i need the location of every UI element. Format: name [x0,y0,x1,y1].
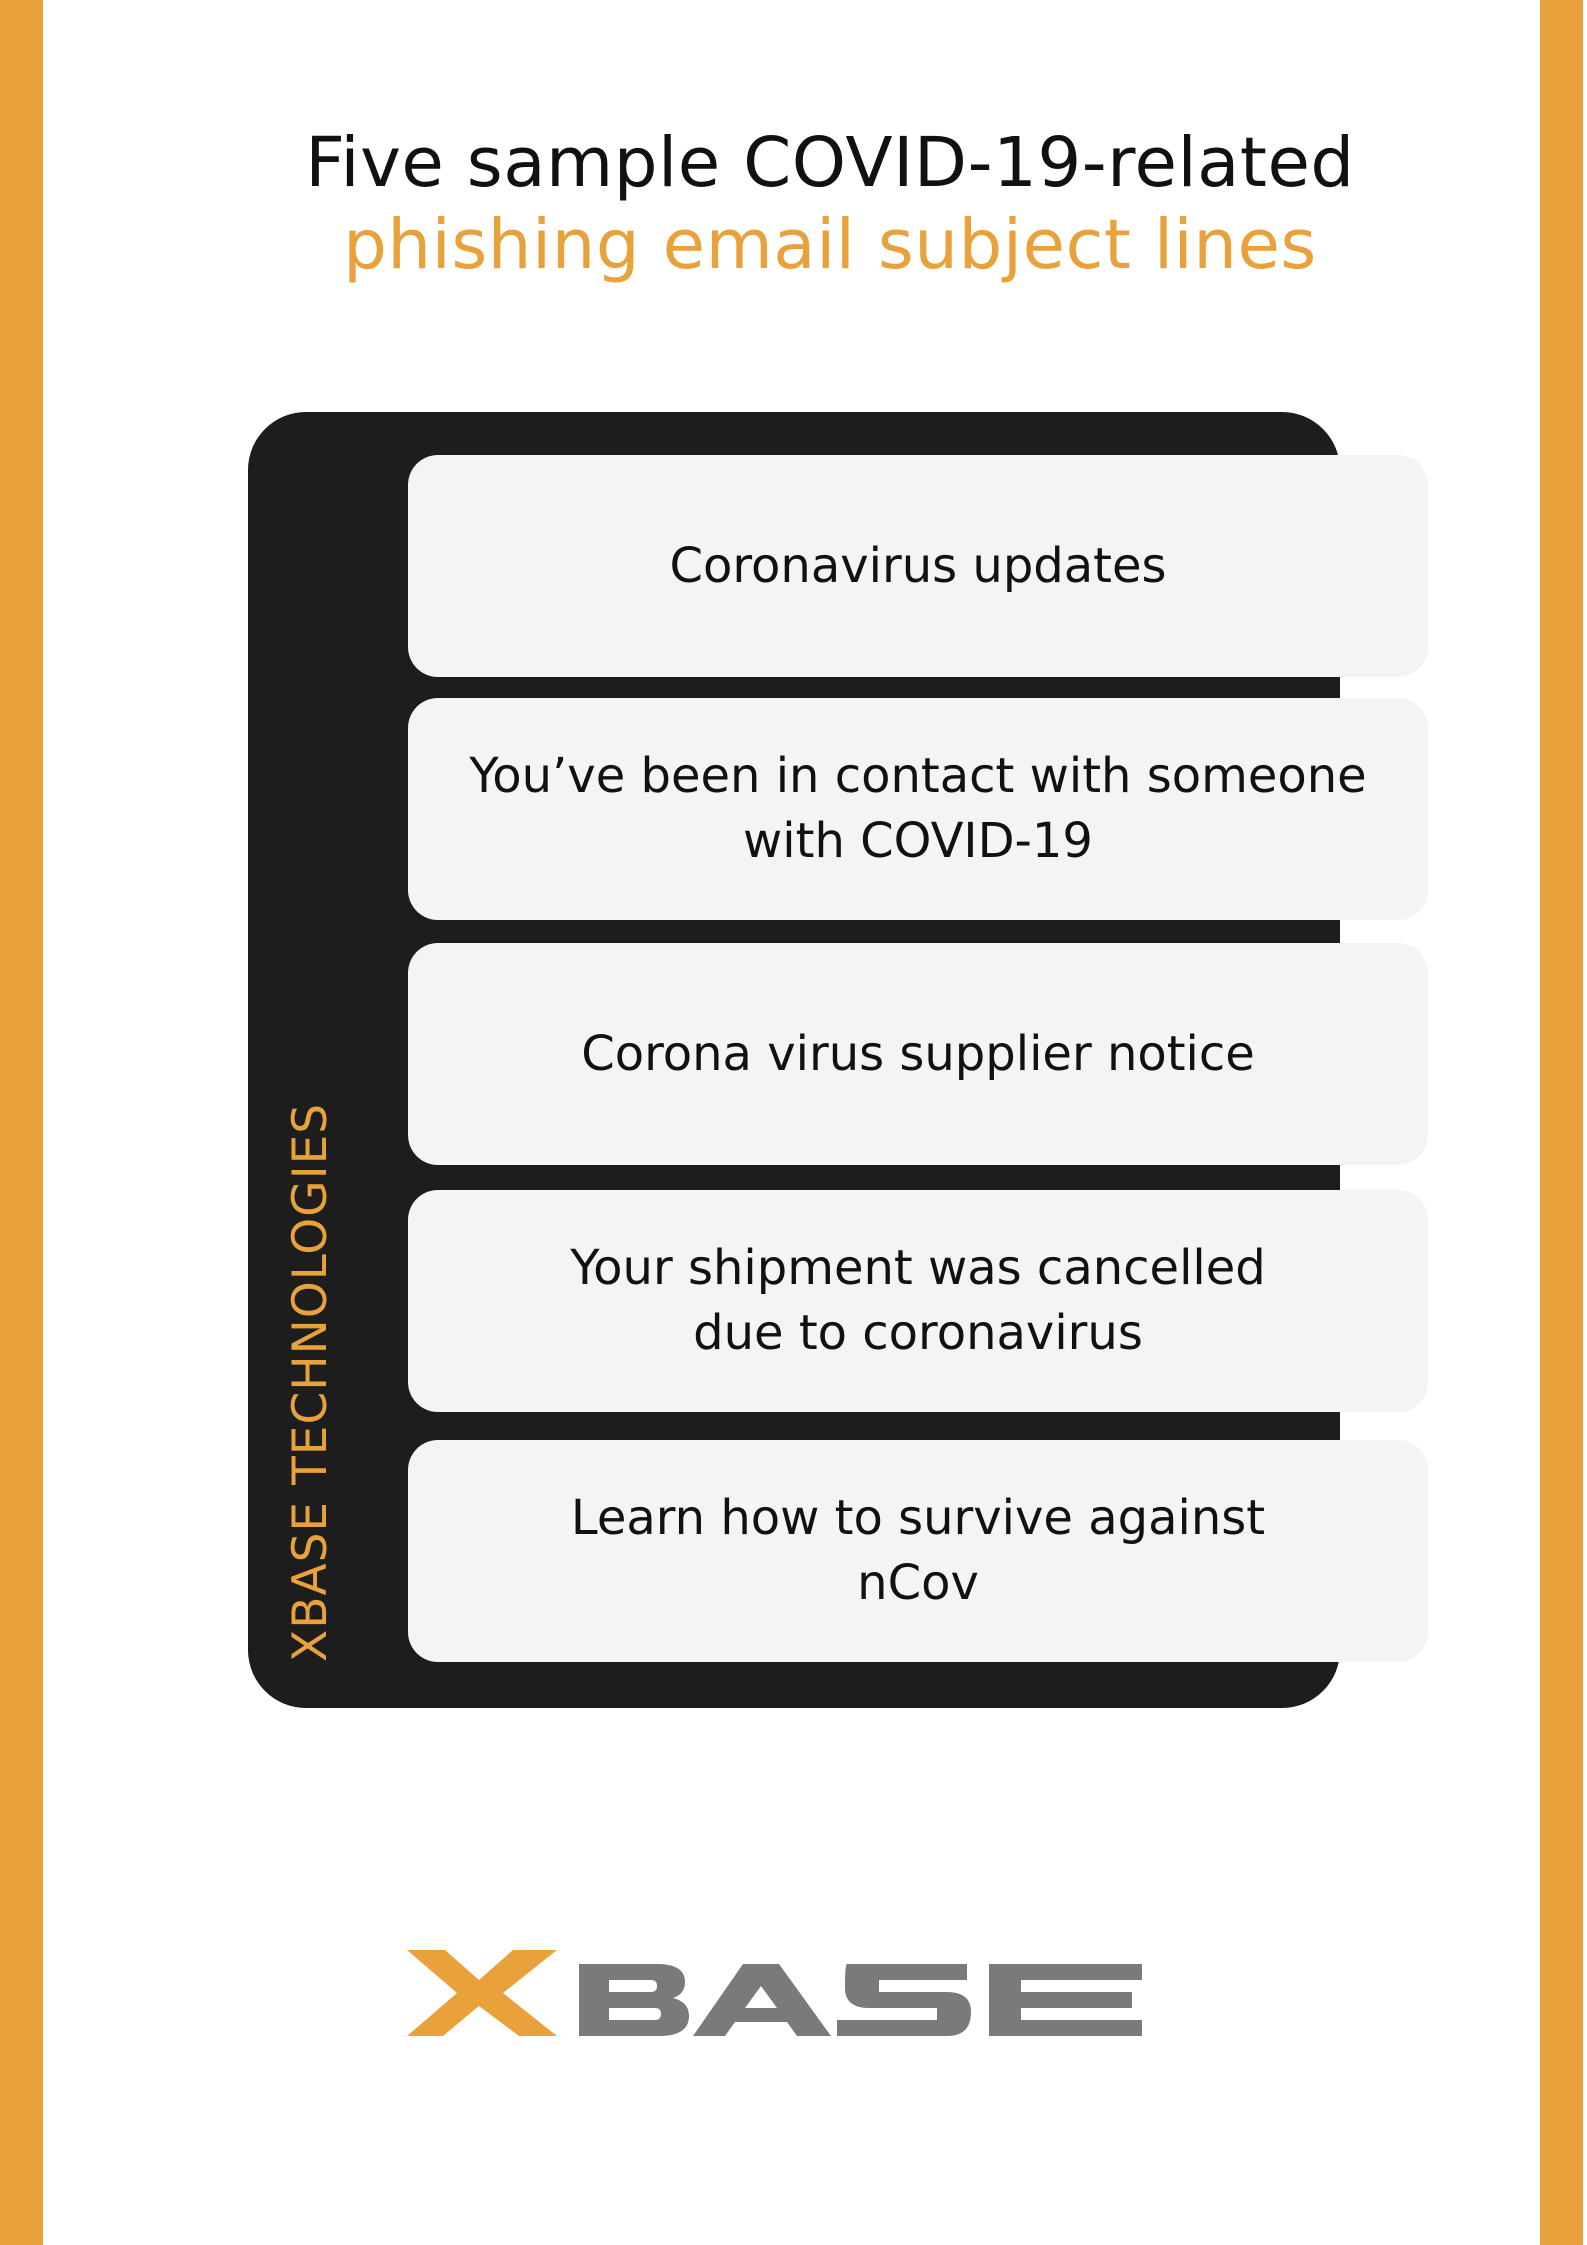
subject-line-text: Coronavirus updates [669,537,1167,594]
logo-letter-s [837,1964,971,2036]
right-accent-bar [1540,0,1583,2245]
logo-letter-a [693,1964,831,2036]
title-line-2: phishing email subject lines [343,205,1317,285]
brand-vertical-label: XBASE TECHNOLOGIES [283,1102,338,1662]
subject-line-text: You’ve been in contact with someone with COVID-19 [469,748,1367,869]
left-accent-bar [0,0,43,2245]
logo-letter-e [989,1964,1142,2036]
subject-line-card [408,1440,1428,1662]
subject-line-text: Corona virus supplier notice [581,1025,1255,1082]
subject-line-text: Your shipment was cancelled due to coronavirus [570,1240,1266,1361]
subject-line-card [408,1190,1428,1412]
logo-x-mark [407,1950,557,2036]
subject-line-text: Learn how to survive against nCov [570,1490,1266,1611]
subject-line-card [408,943,1428,1165]
title-line-1: Five sample COVID-19-related [305,123,1355,203]
logo-letter-b [579,1964,689,2036]
subject-line-card [408,455,1428,677]
page-title [200,122,1460,286]
xbase-logo [407,1950,1142,2036]
subject-line-card [408,698,1428,920]
